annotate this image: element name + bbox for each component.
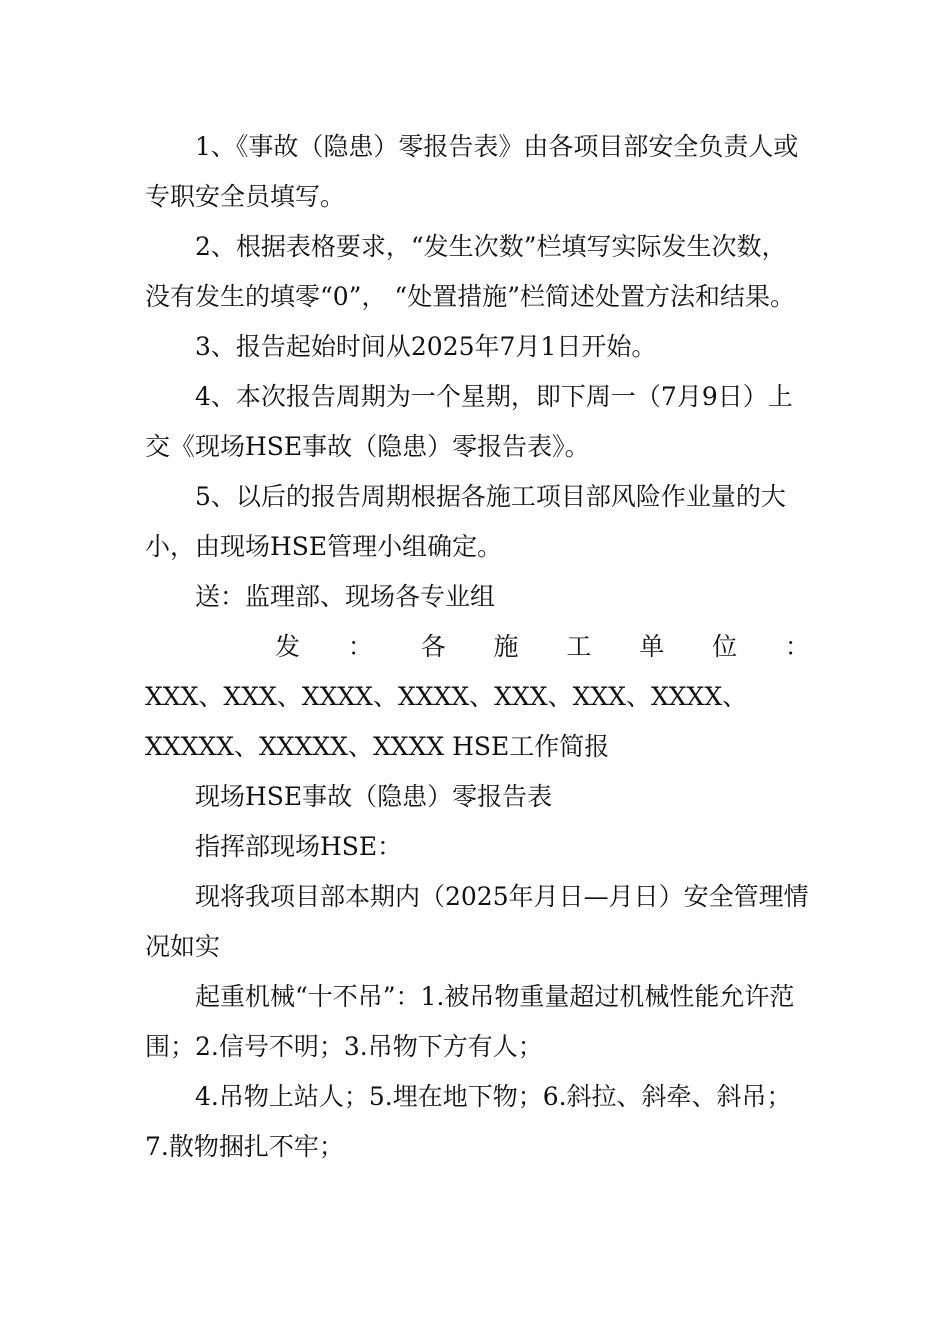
paragraph-3: 3、报告起始时间从2025年7月1日开始。 [195, 332, 657, 361]
send-to-line: 送：监理部、现场各专业组 [195, 582, 496, 611]
issue-to-char: 各 [420, 632, 446, 661]
salutation: 指挥部现场HSE： [195, 832, 403, 861]
issue-to-char: 施 [493, 632, 519, 661]
crane-rules-part-2: 4.吊物上站人；5.埋在地下物；6.斜拉、斜牵、斜吊；7.散物捆扎不牢； [145, 1082, 792, 1161]
paragraph-1: 1、《事故（隐患）零报告表》由各项目部安全负责人或专职安全员填写。 [145, 132, 799, 211]
issue-to-char: ： [784, 632, 810, 661]
issue-to-char: 单 [639, 632, 665, 661]
report-body: 现将我项目部本期内（2025年月日—月日）安全管理情况如实 [145, 882, 809, 961]
paragraph-5: 5、以后的报告周期根据各施工项目部风险作业量的大小，由现场HSE管理小组确定。 [145, 482, 786, 561]
report-title: 现场HSE事故（隐患）零报告表 [195, 782, 553, 811]
issue-to-char: 位 [712, 632, 738, 661]
issue-to-char: 发 [275, 632, 301, 661]
paragraph-2: 2、根据表格要求，“发生次数”栏填写实际发生次数，没有发生的填零“0”， “处置措施”栏简述处置方法和结果。 [145, 232, 795, 311]
paragraph-4: 4、本次报告周期为一个星期，即下周一（7月9日）上交《现场HSE事故（隐患）零报告表》。 [145, 382, 793, 461]
issue-to-char: 工 [566, 632, 592, 661]
construction-units-line: XXX、XXX、XXXX、XXXX、XXX、XXX、XXXX、XXXXX、XXXXX、XXXX HSE工作简报 [145, 682, 748, 761]
document-page [145, 122, 810, 1172]
issue-to-line [145, 622, 810, 672]
issue-to-char: ： [347, 632, 373, 661]
crane-rules-part-1: 起重机械“十不吊”：1.被吊物重量超过机械性能允许范围；2.信号不明；3.吊物下方有人； [145, 982, 795, 1061]
